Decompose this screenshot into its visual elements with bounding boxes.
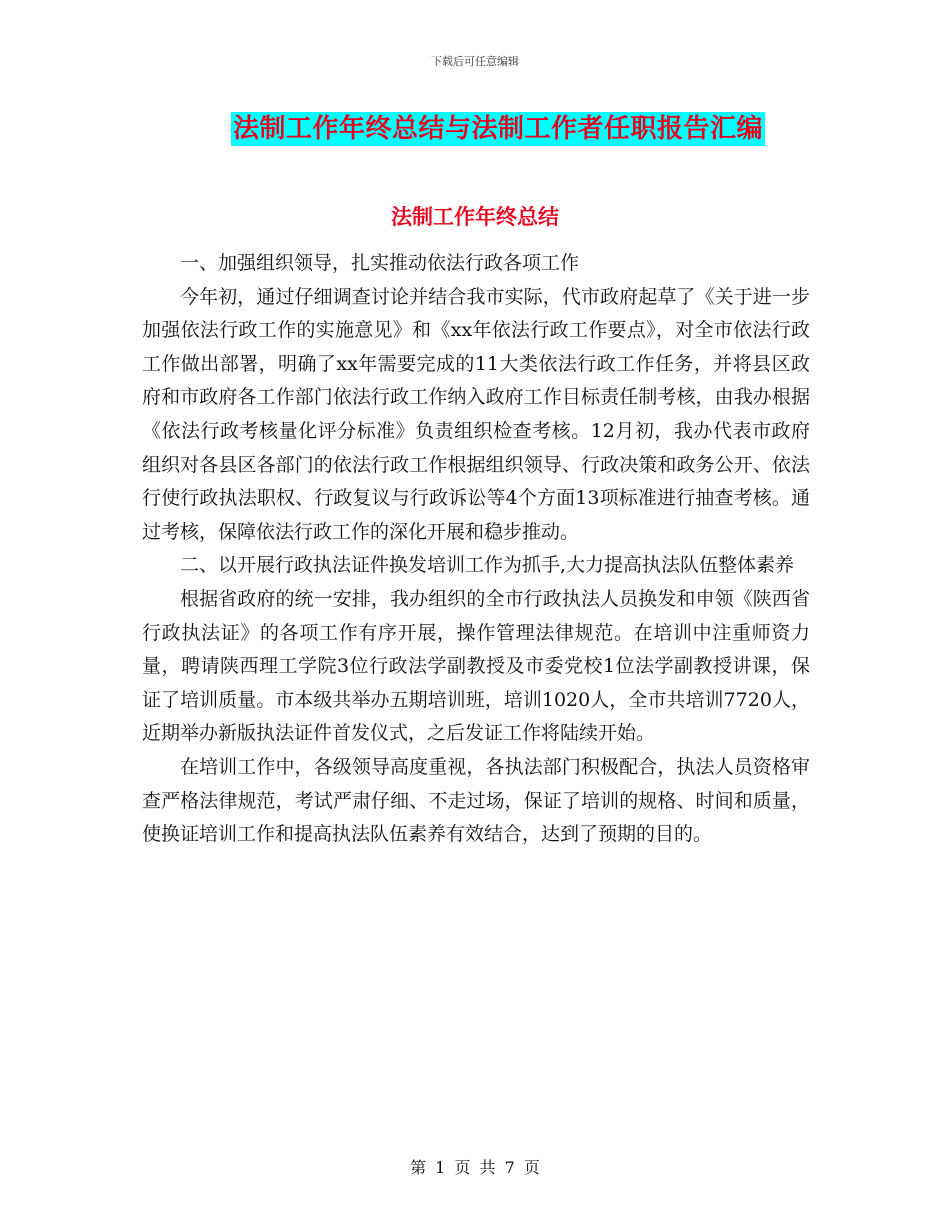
document-body	[142, 247, 810, 852]
header-note: 下载后可任意编辑	[431, 55, 519, 68]
page-footer: 第 1 页 共 7 页	[410, 1158, 540, 1177]
paragraph-assessment: 今年初，通过仔细调查讨论并结合我市实际，代市政府起草了《关于进一步加强依法行政工作的实施意见》和《xx年依法行政工作要点》，对全市依法行政工作做出部署，明确了xx年需要完成的11大类依法行政工作任务，并将县区政府和市政府各工作部门依法行政工作纳入政府工作目标责任制考核，由我办根据《依法行政考核量化评分标准》负责组织检查考核。12月初，我办代表市政府组织对各县区各部门的依法行政工作根据组织领导、行政决策和政务公开、依法行使行政执法职权、行政复议与行政诉讼等4个方面13项标准进行抽查考核。通过考核，保障依法行政工作的深化开展和稳步推动。	[142, 285, 810, 543]
heading-two: 二、以开展行政执法证件换发培训工作为抓手,大力提高执法队伍整体素养	[180, 554, 795, 577]
paragraph-training: 根据省政府的统一安排，我办组织的全市行政执法人员换发和申领《陕西省行政执法证》的各项工作有序开展，操作管理法律规范。在培训中注重师资力量，聘请陕西理工学院3位行政法学副教授及市委党校1位法学副教授讲课，保证了培训质量。市本级共举办五期培训班，培训1020人，全市共培训7720人，近期举办新版执法证件首发仪式，之后发证工作将陆续开始。	[142, 587, 810, 745]
document-title: 法制工作年终总结与法制工作者任职报告汇编	[232, 114, 763, 144]
section-title: 法制工作年终总结	[391, 205, 559, 229]
heading-one: 一、加强组织领导，扎实推动依法行政各项工作	[180, 252, 580, 274]
document-title-container	[0, 112, 950, 146]
paragraph-training-result: 在培训工作中，各级领导高度重视，各执法部门积极配合，执法人员资格审查严格法律规范，考试严肃仔细、不走过场，保证了培训的规格、时间和质量，使换证培训工作和提高执法队伍素养有效结合，达到了预期的目的。	[142, 755, 810, 846]
